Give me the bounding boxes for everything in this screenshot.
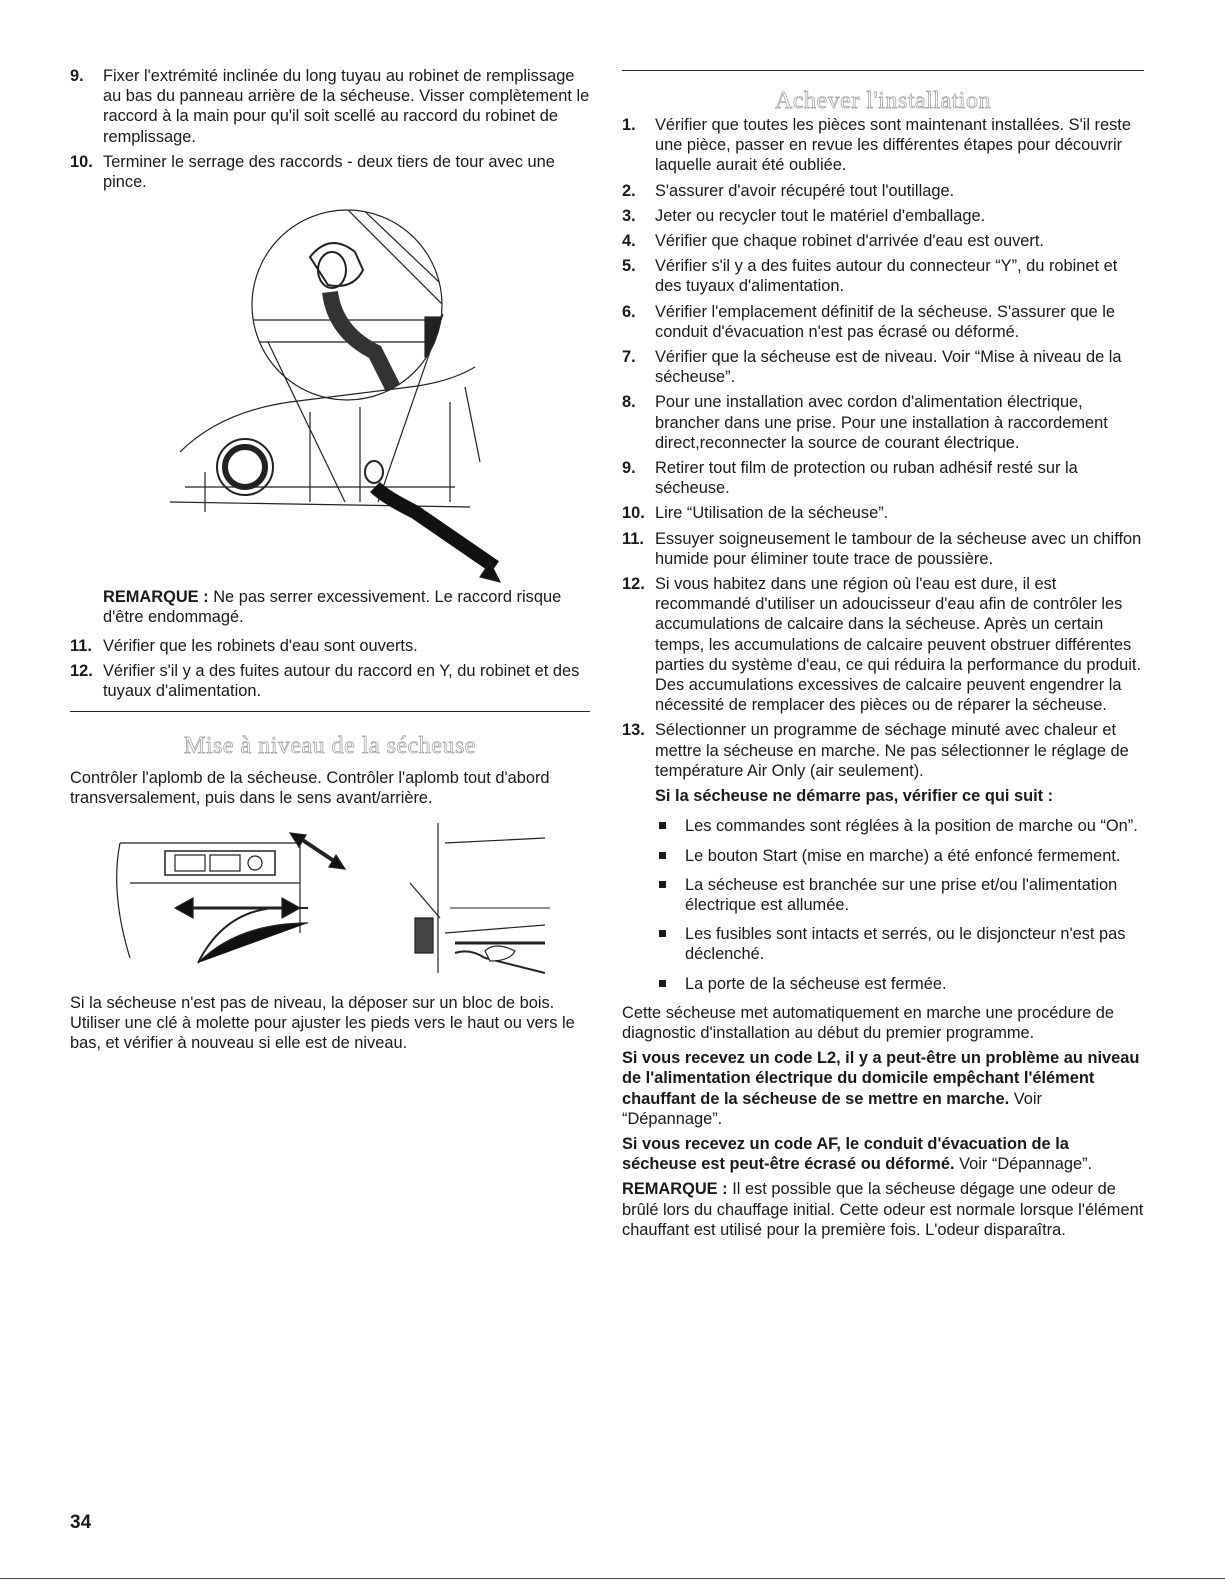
l2-code-note: [622, 1048, 1144, 1129]
item-number: 13.: [622, 721, 645, 740]
item-number: 6.: [622, 302, 636, 321]
leveling-drawing: [70, 823, 590, 983]
bottom-border: [0, 1578, 1225, 1579]
item-text: Lire “Utilisation de la sécheuse”.: [655, 504, 889, 523]
section-title-leveling: Mise à niveau de la sécheuse: [184, 733, 476, 760]
item-number: 11.: [622, 529, 644, 548]
bullet-item: [655, 875, 1144, 915]
check-heading: Si la sécheuse ne démarre pas, vérifier ce qui suit :: [655, 787, 1054, 806]
af-tail: Voir “Dépannage”.: [954, 1155, 1093, 1174]
bullet-square-icon: [655, 974, 685, 994]
list-item: [622, 206, 1144, 226]
item-number: 11.: [70, 636, 92, 655]
item-text: Terminer le serrage des raccords - deux tiers de tour avec une pince.: [103, 152, 555, 192]
item-number: 8.: [622, 393, 636, 412]
list-item: [70, 152, 590, 192]
bullet-square-icon: [655, 846, 685, 866]
bullet-square-icon: [655, 816, 685, 836]
left-column: [70, 66, 590, 1058]
hose-connection-drawing: [160, 202, 520, 592]
item-text: Vérifier que chaque robinet d'arrivée d'eau est ouvert.: [655, 232, 1044, 251]
item-text: Vérifier s'il y a des fuites autour du raccord en Y, du robinet et des tuyaux d'alimentation.: [103, 661, 580, 701]
item-number: 9.: [622, 459, 636, 478]
magnified-view-circle: [252, 210, 442, 400]
item-number: 5.: [622, 257, 636, 276]
list-item: [622, 529, 1144, 569]
list-item: [622, 458, 1144, 498]
remarque-text: Ne pas serrer excessivement. Le raccord risque d'être endommagé.: [103, 588, 562, 627]
item-number: 1.: [622, 116, 636, 134]
bullet-square-icon: [655, 924, 685, 964]
list-item: [622, 347, 1144, 387]
item-text: Retirer tout film de protection ou ruban adhésif resté sur la sécheuse.: [655, 459, 1078, 498]
item-text: Vérifier que la sécheuse est de niveau. Voir “Mise à niveau de la sécheuse”.: [655, 348, 1122, 387]
remarque-note: [70, 587, 590, 627]
item-number: 3.: [622, 206, 636, 225]
remarque-label: REMARQUE :: [103, 588, 209, 607]
item-text: Fixer l'extrémité inclinée du long tuyau au robinet de remplissage au bas du panneau arrière de la sécheuse. Visser complètement le raccord à la main pour qu'il soit scellé au raccord du robinet de remplissage.: [103, 67, 590, 146]
list-item: [70, 661, 590, 701]
bullet-item: [655, 924, 1144, 964]
item-text: Vérifier que toutes les pièces sont maintenant installées. S'il reste une pièce, passer en revue les différentes étapes pour découvrir laquelle aurait été oubliée.: [655, 116, 1131, 175]
list-item: [622, 574, 1144, 715]
bullet-text: Les fusibles sont intacts et serrés, ou le disjoncteur n'est pas déclenché.: [685, 925, 1126, 964]
list-item: [622, 392, 1144, 453]
bullet-item: [655, 974, 1144, 994]
page-number: 34: [70, 1512, 92, 1533]
l2-bold: Si vous recevez un code L2, il y a peut-être un problème au niveau de l'alimentation électrique du domicile empêchant l'élément chauffant de la sécheuse de se mettre en marche.: [622, 1049, 1140, 1108]
remarque-text: Il est possible que la sécheuse dégage une odeur de brûlé lors du chauffage initial. Cette odeur est normale lorsque l'élément chauffant est utilisé pour la première fois. L'odeur disparaîtra.: [622, 1180, 1144, 1239]
finish-steps-list: [622, 115, 1144, 781]
section-divider: [70, 711, 590, 712]
leveling-outro: Si la sécheuse n'est pas de niveau, la déposer sur un bloc de bois. Utiliser une clé à molette pour ajuster les pieds vers le haut ou vers le bas, et vérifier à nouveau si elle est de niveau.: [70, 993, 575, 1053]
section-divider: [622, 70, 1144, 71]
leveling-illustrations: [70, 823, 590, 983]
hose-connection-illustration: [160, 202, 590, 592]
l2-tail: Voir “Dépannage”.: [622, 1089, 1042, 1128]
item-text: Essuyer soigneusement le tambour de la sécheuse avec un chiffon humide pour éliminer toute trace de poussière.: [655, 529, 1142, 568]
list-item: [622, 256, 1144, 296]
item-number: 7.: [622, 348, 636, 367]
list-item: [622, 115, 1144, 176]
item-number: 2.: [622, 181, 636, 200]
check-bullets: [622, 816, 1144, 993]
item-text: Si vous habitez dans une région où l'eau est dure, il est recommandé d'utiliser un adoucisseur d'eau afin de contrôler les accumulations de calcaire dans la sécheuse. Après un certain temps, les accumulations de calcaire peuvent obstruer différentes parties du système d'eau, ce qui réduira la performance du produit. Des accumulations excessives de calcaire peuvent engendrer la nécessité de remplacer des pièces ou de réparer la sécheuse.: [655, 575, 1142, 715]
list-item: [622, 720, 1144, 781]
item-text: Sélectionner un programme de séchage minuté avec chaleur et mettre la sécheuse en marche. Ne pas sélectionner le réglage de température Air Only (air seulement).: [655, 721, 1129, 780]
item-number: 10.: [622, 504, 645, 523]
list-item: [622, 302, 1144, 342]
item-text: Vérifier que les robinets d'eau sont ouverts.: [103, 636, 418, 655]
af-bold: Si vous recevez un code AF, le conduit d'évacuation de la sécheuse est peut-être écrasé ou déformé.: [622, 1134, 1069, 1174]
list-item: [622, 231, 1144, 251]
item-number: 12.: [622, 575, 645, 594]
remarque-label: REMARQUE :: [622, 1180, 728, 1199]
bullet-text: Les commandes sont réglées à la position de marche ou “On”.: [685, 817, 1138, 836]
item-text: Pour une installation avec cordon d'alimentation électrique, brancher dans une prise. Pour une installation à raccordement direct,reconnecter la source de courant électrique.: [655, 393, 1108, 452]
diagnostic-text: Cette sécheuse met automatiquement en marche une procédure de diagnostic d'installation au début du premier programme.: [622, 1003, 1115, 1042]
bullet-square-icon: [655, 875, 685, 915]
remarque-note: [622, 1179, 1144, 1240]
item-text: Vérifier l'emplacement définitif de la sécheuse. S'assurer que le conduit d'évacuation n'est pas écrasé ou déformé.: [655, 302, 1115, 341]
right-column: [622, 66, 1144, 1245]
item-number: 10.: [70, 152, 93, 171]
bullet-text: La porte de la sécheuse est fermée.: [685, 974, 947, 993]
af-code-note: [622, 1134, 1144, 1174]
bullet-item: [655, 816, 1144, 836]
list-item: [70, 636, 590, 656]
item-text: Jeter ou recycler tout le matériel d'emballage.: [655, 206, 986, 225]
item-text: Vérifier s'il y a des fuites autour du connecteur “Y”, du robinet et des tuyaux d'alimentation.: [655, 257, 1118, 296]
leveling-intro: Contrôler l'aplomb de la sécheuse. Contrôler l'aplomb tout d'abord transversalement, puis dans le sens avant/arrière.: [70, 769, 550, 808]
steps-list-bottom: [70, 636, 590, 702]
item-text: S'assurer d'avoir récupéré tout l'outillage.: [655, 181, 955, 200]
bullet-text: La sécheuse est branchée sur une prise et/ou l'alimentation électrique est allumée.: [685, 875, 1118, 914]
list-item: [70, 66, 590, 147]
bullet-text: Le bouton Start (mise en marche) a été enfoncé fermement.: [685, 846, 1121, 865]
list-item: [622, 503, 1144, 523]
item-number: 4.: [622, 232, 636, 251]
item-number: 12.: [70, 661, 93, 680]
section-title-finish: Achever l'installation: [775, 88, 991, 114]
steps-list-top: [70, 66, 590, 192]
list-item: [622, 181, 1144, 201]
item-number: 9.: [70, 67, 84, 85]
bullet-item: [655, 846, 1144, 866]
